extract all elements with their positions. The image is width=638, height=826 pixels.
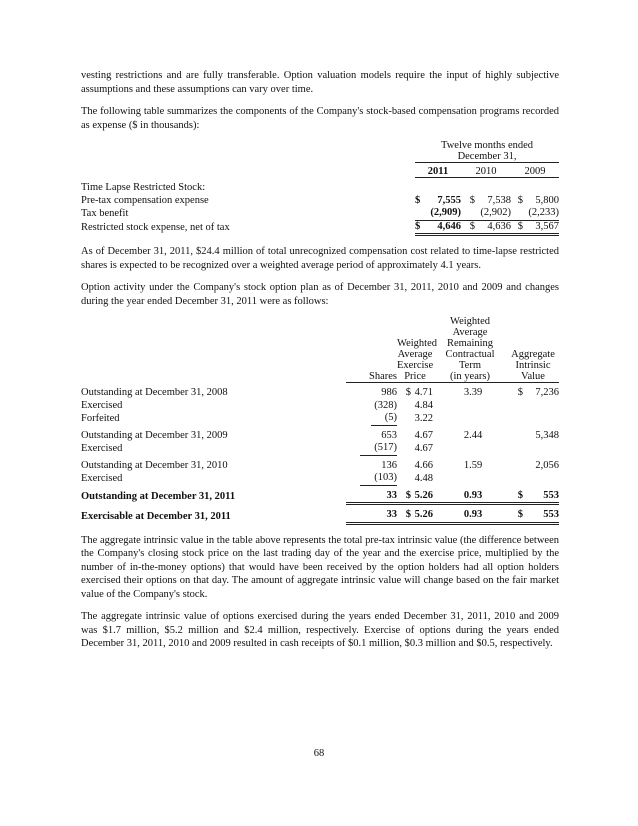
table-row: Outstanding at December 31, 2011 33 $ 5.26 0.93 $ 553 <box>81 489 559 502</box>
table-row: Exercised (103) 4.48 <box>81 472 433 484</box>
table-row: Outstanding at December 31, 2010 136 4.66 1.59 2,056 <box>81 459 559 471</box>
term-header: (in years) <box>433 371 507 383</box>
paragraph-table-intro: The following table summarizes the components of the Company's stock-based compensation programs recorded as expense ($ in thousands): <box>81 106 559 131</box>
paragraph-option-activity: Option activity under the Company's stock option plan as of December 31, 2011, 2010 and 2009 and changes during the year ended December 31, 2011 were as follows: <box>81 282 559 307</box>
section-label: Time Lapse Restricted Stock: <box>81 182 206 193</box>
table-row: Pre-tax compensation expense $ 7,555 $ 7,538 $ 5,800 <box>81 194 560 206</box>
table-row: Exercised (517) 4.67 <box>81 442 433 454</box>
paragraph-unrecognized-cost: As of December 31, 2011, $24.4 million of total unrecognized compensation cost related to time-lapse restricted shares is expected to be recognized over a weighted average period of approximately 4.1 years. <box>81 246 559 271</box>
table-row: Outstanding at December 31, 2008 986 $ 4.71 3.39 $ 7,236 <box>81 387 559 398</box>
document-page <box>81 69 559 651</box>
expense-header-line1: Twelve months ended <box>441 140 534 151</box>
paragraph-vesting: vesting restrictions and are fully transferable. Option valuation models require the input of highly subjective assumptions and these assumptions can vary over time. <box>81 70 559 95</box>
paragraph-intrinsic-value: The aggregate intrinsic value in the table above represents the total pre-tax intrinsic value (the difference between the Company's closing stock price on the last trading day of the year and the exercise price, multiplied by the number of in-the-money options) that would have been received by the option holders had all option holders exercised their options on that day. The amount of aggregate intrinsic value will change based on the fair market value of the Company's stock. <box>81 534 559 600</box>
price-header: Price <box>397 371 433 383</box>
expense-header-line2: December 31, <box>415 151 559 163</box>
shares-header: Shares <box>346 371 397 383</box>
paragraph-options-exercised: The aggregate intrinsic value of options exercised during the years ended December 31, 2011, 2010 and 2009 was $1.7 million, $5.2 million and $2.4 million, respectively. Exercise of options during the years ended December 31, 2011, 2010 and 2009 resulted in cash receipts of $0.1 million, $0.3 million and $0.5, respectively. <box>81 611 559 649</box>
table-row: Restricted stock expense, net of tax $ 4,646 $ 4,636 $ 3,567 <box>81 220 560 233</box>
year-header-2009: 2009 <box>511 163 559 178</box>
table-row: Forfeited (5) 3.22 <box>81 412 433 424</box>
table-row: Exercisable at December 31, 2011 33 $ 5.26 0.93 $ 553 <box>81 509 559 522</box>
year-header-2010: 2010 <box>461 163 511 178</box>
table-row: Outstanding at December 31, 2009 653 4.67 2.44 5,348 <box>81 429 559 441</box>
year-header-2011: 2011 <box>415 163 461 178</box>
table-row: Tax benefit (2,909) (2,902) (2,233) <box>81 207 560 219</box>
page-number: 68 <box>313 748 325 759</box>
expense-table <box>81 140 559 236</box>
value-header: Value <box>507 371 559 383</box>
option-activity-table: Weighted Average Weighted Remaining Average Contractual Aggregate Exercise Term Intrinsic Shares Price (in years) Value Outstanding at December 31, 2008 986 $ 4.71 3.39 $ 7,236 Exercised (328) 4.84 Forfeited (5) 3.22 Outstanding at December 31, 2009 653 4.67 2.44 5,348 Exercised (517) 4.67 Outstanding at December 31, 2010 136 4.66 1.59 2,056 Exercised (103) 4.48 Outstanding at December 31, 2011 33 $ 5.26 0.93 $ 553 Exercisable at December 31, 2011 33 $ 5.26 0.93 $ 553 <box>81 316 559 522</box>
table-row: Exercised (328) 4.84 <box>81 399 433 411</box>
